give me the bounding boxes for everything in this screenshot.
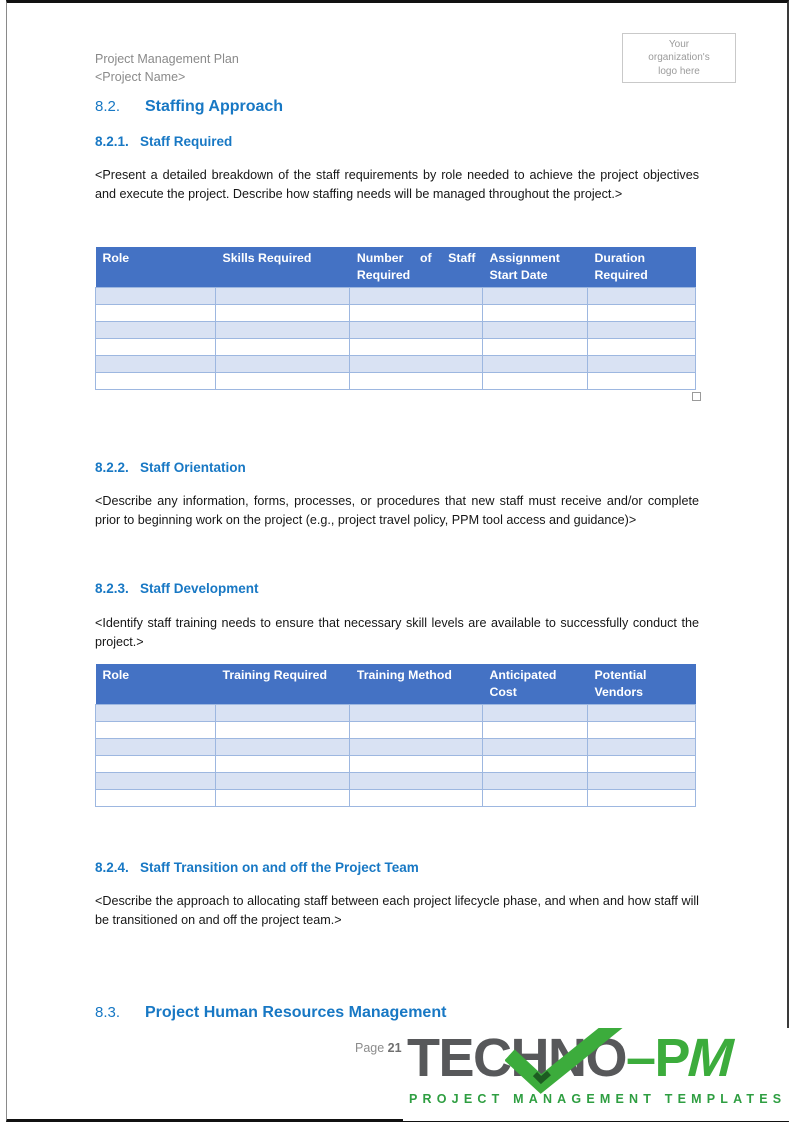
- column-header: Potential Vendors: [587, 664, 695, 705]
- table-cell[interactable]: [216, 322, 350, 339]
- table-cell[interactable]: [216, 739, 350, 756]
- table-cell[interactable]: [587, 722, 695, 739]
- heading-title: Staffing Approach: [145, 98, 284, 115]
- column-header: Number of Staff Required: [350, 247, 483, 288]
- heading-number: 8.2.2.: [95, 460, 129, 475]
- table-row: [96, 305, 696, 322]
- doc-title: Project Management Plan: [95, 52, 239, 66]
- table-cell[interactable]: [216, 305, 350, 322]
- table-cell[interactable]: [350, 722, 483, 739]
- table-cell[interactable]: [482, 322, 587, 339]
- table-cell[interactable]: [587, 373, 695, 390]
- heading-number: 8.2.1.: [95, 134, 129, 149]
- table-cell[interactable]: [216, 373, 350, 390]
- table-cell[interactable]: [216, 790, 350, 807]
- table-cell[interactable]: [482, 790, 587, 807]
- table-cell[interactable]: [350, 356, 483, 373]
- table-cell[interactable]: [482, 756, 587, 773]
- table-cell[interactable]: [350, 790, 483, 807]
- table-cell[interactable]: [482, 305, 587, 322]
- table-cell[interactable]: [216, 356, 350, 373]
- heading-staffing-approach: [95, 98, 283, 116]
- heading-title: Staff Transition on and off the Project Team: [140, 860, 419, 875]
- table-cell[interactable]: [587, 756, 695, 773]
- table-cell[interactable]: [96, 339, 216, 356]
- table-cell[interactable]: [587, 288, 695, 305]
- table-cell[interactable]: [482, 356, 587, 373]
- table-cell[interactable]: [96, 373, 216, 390]
- table-cell[interactable]: [350, 305, 483, 322]
- column-header: Role: [96, 664, 216, 705]
- organization-logo-placeholder: [622, 33, 736, 83]
- heading-staff-orientation: [95, 460, 246, 475]
- table-cell[interactable]: [216, 773, 350, 790]
- staff-development-description: <Identify staff training needs to ensure that necessary skill levels are available to successfully conduct the project.>: [95, 616, 699, 649]
- column-header: Duration Required: [587, 247, 695, 288]
- heading-staff-development: [95, 581, 259, 596]
- heading-staff-required: [95, 134, 232, 149]
- table-cell[interactable]: [587, 322, 695, 339]
- table-cell[interactable]: [96, 739, 216, 756]
- table-cell[interactable]: [482, 373, 587, 390]
- heading-number: 8.3.: [95, 1004, 121, 1021]
- table-cell[interactable]: [216, 288, 350, 305]
- table-cell[interactable]: [96, 756, 216, 773]
- table-anchor-square: [692, 392, 701, 401]
- table-cell[interactable]: [482, 739, 587, 756]
- table-cell[interactable]: [96, 705, 216, 722]
- heading-staff-transition: [95, 860, 419, 875]
- logo-wordmark-gray: TECHNO: [407, 1028, 626, 1088]
- table-row: [96, 773, 696, 790]
- staff-transition-description: <Describe the approach to allocating staff between each project lifecycle phase, and when and how staff will be transitioned on and off the project team.>: [95, 894, 699, 927]
- heading-title: Staff Required: [140, 134, 233, 149]
- table-cell[interactable]: [96, 322, 216, 339]
- table-row: [96, 705, 696, 722]
- table-cell[interactable]: [96, 305, 216, 322]
- page-number-label: Page: [355, 1041, 388, 1055]
- running-header: [95, 50, 239, 86]
- table-row: [96, 339, 696, 356]
- table-cell[interactable]: [96, 773, 216, 790]
- table-cell[interactable]: [350, 705, 483, 722]
- table-cell[interactable]: [96, 356, 216, 373]
- page-number-value: 21: [387, 1041, 402, 1055]
- table-cell[interactable]: [587, 339, 695, 356]
- heading-number: 8.2.3.: [95, 581, 129, 596]
- column-header: Role: [96, 247, 216, 288]
- column-header: Training Method: [350, 664, 483, 705]
- table-row: [96, 756, 696, 773]
- column-header: Training Required: [216, 664, 350, 705]
- table-cell[interactable]: [482, 339, 587, 356]
- table-cell[interactable]: [482, 722, 587, 739]
- staff-required-description: <Present a detailed breakdown of the staff requirements by role needed to achieve the project objectives and execute the project. Describe how staffing needs will be managed throughout the project.>: [95, 168, 699, 201]
- table-cell[interactable]: [482, 705, 587, 722]
- table-cell[interactable]: [587, 739, 695, 756]
- table-row: [96, 739, 696, 756]
- logo-placeholder-line: logo here: [658, 65, 700, 77]
- heading-number: 8.2.4.: [95, 860, 129, 875]
- page-number: [355, 1041, 402, 1055]
- table-cell[interactable]: [482, 773, 587, 790]
- table-cell[interactable]: [587, 305, 695, 322]
- logo-wordmark-m: M: [681, 1028, 741, 1088]
- checkmark-icon: [505, 1028, 633, 1100]
- table-row: [96, 790, 696, 807]
- table-cell[interactable]: [96, 722, 216, 739]
- table-row: [96, 373, 696, 390]
- table-row: [96, 722, 696, 739]
- column-header: Anticipated Cost: [482, 664, 587, 705]
- table-cell[interactable]: [350, 756, 483, 773]
- techno-pm-logo: [403, 1028, 791, 1121]
- table-cell[interactable]: [216, 705, 350, 722]
- logo-placeholder-line: Your: [668, 38, 690, 50]
- logo-wordmark-green: –P: [626, 1028, 690, 1088]
- heading-title: Staff Orientation: [140, 460, 246, 475]
- table-cell[interactable]: [350, 739, 483, 756]
- heading-project-hr-management: [95, 1004, 446, 1022]
- table-row: [96, 356, 696, 373]
- column-header: Assignment Start Date: [482, 247, 587, 288]
- staff-required-table: [95, 247, 696, 390]
- table-cell[interactable]: [587, 356, 695, 373]
- table-cell[interactable]: [587, 705, 695, 722]
- table-cell[interactable]: [216, 339, 350, 356]
- table-cell[interactable]: [587, 790, 695, 807]
- table-cell[interactable]: [350, 373, 483, 390]
- table-row: [96, 322, 696, 339]
- table-header-row: [96, 247, 696, 288]
- table-cell[interactable]: [216, 756, 350, 773]
- column-header: Skills Required: [216, 247, 350, 288]
- staff-orientation-description: <Describe any information, forms, processes, or procedures that new staff must receive and/or complete prior to beginning work on the project (e.g., project travel policy, PPM tool access and guidance)>: [95, 494, 699, 527]
- table-cell[interactable]: [350, 339, 483, 356]
- table-row: [96, 288, 696, 305]
- table-header-row: [96, 664, 696, 705]
- table-cell[interactable]: [350, 773, 483, 790]
- heading-title: Project Human Resources Management: [145, 1004, 447, 1021]
- heading-title: Staff Development: [140, 581, 259, 596]
- staff-development-table: [95, 664, 696, 807]
- logo-placeholder-line: organization's: [648, 52, 710, 64]
- project-name-placeholder: <Project Name>: [95, 70, 186, 84]
- table-cell[interactable]: [96, 288, 216, 305]
- heading-number: 8.2.: [95, 98, 121, 115]
- logo-tagline: PROJECT MANAGEMENT TEMPLATES: [409, 1092, 787, 1106]
- table-cell[interactable]: [350, 322, 483, 339]
- table-cell[interactable]: [216, 722, 350, 739]
- table-cell[interactable]: [96, 790, 216, 807]
- table-cell[interactable]: [350, 288, 483, 305]
- table-cell[interactable]: [587, 773, 695, 790]
- table-cell[interactable]: [482, 288, 587, 305]
